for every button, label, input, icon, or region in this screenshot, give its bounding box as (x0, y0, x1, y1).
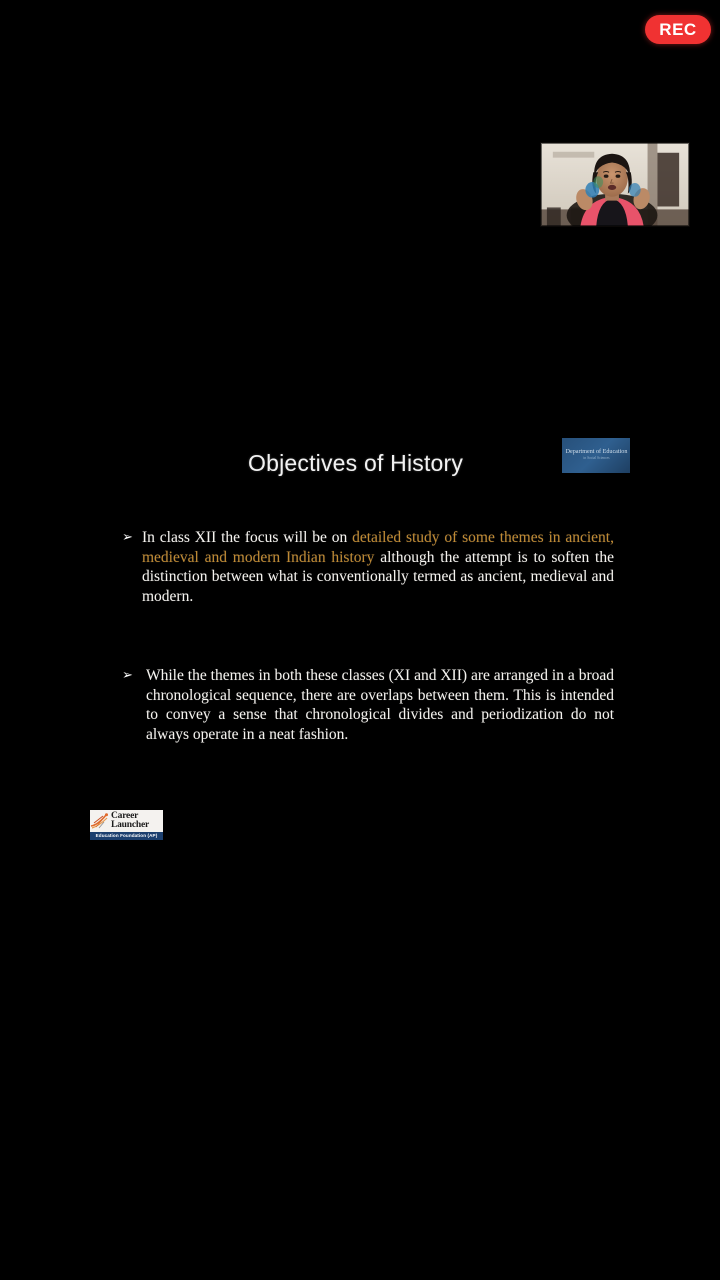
bullet-arrow-icon: ➢ (122, 530, 133, 545)
swoosh-mark (90, 811, 110, 831)
slide-bullet-2-text (146, 666, 614, 744)
career-launcher-logo-top (90, 810, 163, 832)
slide-bullet-1 (122, 528, 614, 606)
presenter-webcam-video[interactable] (540, 142, 690, 227)
bullet-1-segment-plain-a: In class XII the focus will be on (142, 529, 353, 546)
bullet-1-segment-plain-b: although the attempt is to soften the distinction between what is conventionally termed as ancient, medieval and modern. (142, 548, 614, 605)
slide-title: Objectives of History (248, 450, 464, 476)
partner-logo-subtitle: in Social Sciences (583, 456, 610, 460)
career-launcher-swoosh-icon (90, 811, 110, 831)
bullet-arrow-icon: ➢ (122, 668, 133, 683)
recording-indicator-badge (645, 15, 711, 44)
slide-bullet-1-text (142, 528, 614, 606)
presentation-slide (0, 420, 720, 850)
bullet-1-segment-highlight: detailed study of some themes in ancient, medieval and modern Indian history (142, 529, 614, 566)
bullet-2-segment-plain: While the themes in both these classes (XI and XII) are arranged in a broad chronological sequence, there are overlaps between them. This is intended to convey a sense that chronological divides and periodization do not always operate in a neat fashion. (146, 667, 614, 743)
recording-indicator-label: REC (659, 20, 697, 39)
career-launcher-logo (90, 810, 163, 840)
slide-bullet-2 (122, 666, 614, 744)
career-launcher-wordmark (110, 812, 163, 830)
career-launcher-name-line2: Launcher (111, 820, 149, 830)
webcam-frame-image (541, 143, 689, 226)
career-launcher-name-line1: Career (111, 811, 139, 821)
career-launcher-strip-text: Education Foundation (AP) (95, 832, 158, 838)
partner-logo-name: Department of Education (565, 449, 628, 455)
career-launcher-strip (90, 832, 163, 840)
